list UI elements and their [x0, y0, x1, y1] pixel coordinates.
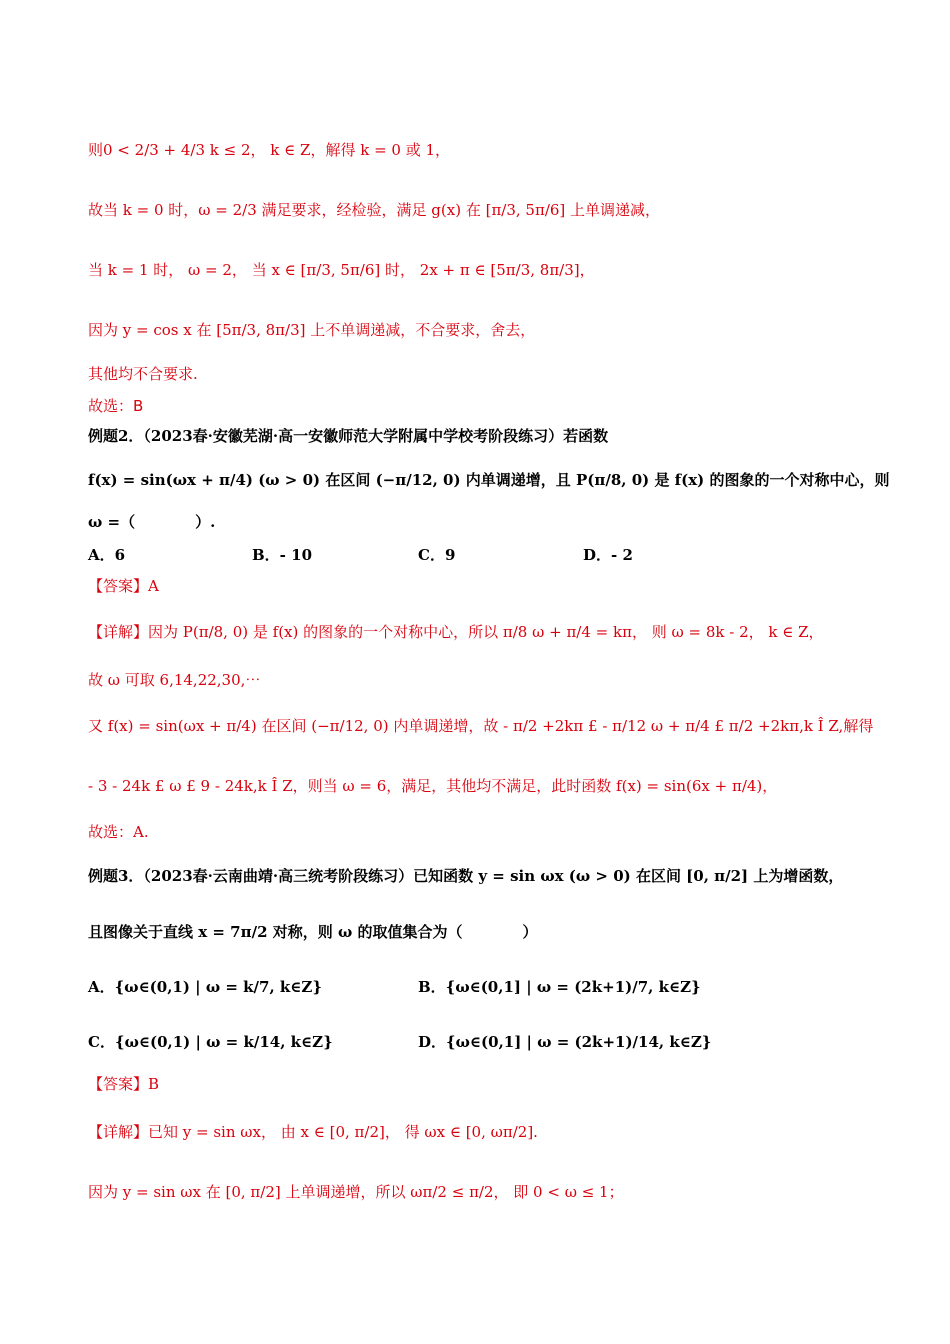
example-2-detail-line-1: 【详解】因为 P(π/8, 0) 是 f(x) 的图象的一个对称中心，所以 π/8 ω + π/4 = kπ， 则 ω = 8k - 2， k ∈ Z， — [88, 623, 824, 641]
example-2-option-b: B．- 10 — [252, 546, 313, 564]
prev-solution-line-5: 其他均不合要求. — [88, 365, 198, 383]
example-2-choose-answer: 故选：A. — [88, 823, 149, 841]
prev-solution-line-4: 因为 y = cos x 在 [5π/3, 8π/3] 上不单调递减，不合要求，舍去， — [88, 321, 536, 339]
example-2-detail-line-3: 又 f(x) = sin(ωx + π/4) 在区间 (−π/12, 0) 内单调递增，故 - π/2 +2kπ £ - π/12 ω + π/4 £ π/2 +2kπ,k Î Z,解得 — [88, 717, 874, 735]
example-2-option-d: D．- 2 — [583, 546, 633, 564]
example-2-answer: 【答案】A — [88, 577, 159, 595]
example-2-title: 例题2．（2023春·安徽芜湖·高一安徽师范大学附属中学校考阶段练习）若函数 — [88, 427, 609, 445]
example-3-stem: 且图像关于直线 x = 7π/2 对称，则 ω 的取值集合为（ ） — [88, 923, 538, 941]
prev-solution-line-3: 当 k = 1 时， ω = 2， 当 x ∈ [π/3, 5π/6] 时， 2x + π ∈ [5π/3, 8π/3]， — [88, 261, 595, 279]
example-2-detail-line-2: 故 ω 可取 6,14,22,30,⋯ — [88, 671, 261, 689]
example-3-detail-line-2: 因为 y = sin ωx 在 [0, π/2] 上单调递增，所以 ωπ/2 ≤ π/2， 即 0 < ω ≤ 1； — [88, 1183, 624, 1201]
example-3-detail-line-1: 【详解】已知 y = sin ωx， 由 x ∈ [0, π/2]， 得 ωx ∈ [0, ωπ/2]. — [88, 1123, 538, 1141]
prev-choose-answer: 故选：B — [88, 397, 144, 415]
example-2-stem-line-2: ω =（ ）. — [88, 513, 216, 531]
example-3-title: 例题3．（2023春·云南曲靖·高三统考阶段练习）已知函数 y = sin ωx (ω > 0) 在区间 [0, π/2] 上为增函数， — [88, 867, 844, 885]
example-3-option-c: C．{ω∈(0,1) | ω = k/14, k∈Z} — [88, 1033, 333, 1051]
example-2-stem-line-1: f(x) = sin(ωx + π/4) (ω > 0) 在区间 (−π/12, 0) 内单调递增，且 P(π/8, 0) 是 f(x) 的图象的一个对称中心，则 — [88, 471, 890, 489]
example-3-option-b: B．{ω∈(0,1] | ω = (2k+1)/7, k∈Z} — [418, 978, 701, 996]
example-3-option-a: A．{ω∈(0,1) | ω = k/7, k∈Z} — [88, 978, 323, 996]
example-3-option-d: D．{ω∈(0,1] | ω = (2k+1)/14, k∈Z} — [418, 1033, 712, 1051]
example-2-detail-line-4: - 3 - 24k £ ω £ 9 - 24k,k Î Z，则当 ω = 6，满足，其他均不满足，此时函数 f(x) = sin(6x + π/4)， — [88, 777, 778, 795]
example-2-option-c: C．9 — [418, 546, 456, 564]
prev-solution-line-1: 则0 < 2/3 + 4/3 k ≤ 2， k ∈ Z，解得 k = 0 或 1， — [88, 141, 451, 159]
example-3-answer: 【答案】B — [88, 1075, 160, 1093]
prev-solution-line-2: 故当 k = 0 时，ω = 2/3 满足要求，经检验，满足 g(x) 在 [π/3, 5π/6] 上单调递减， — [88, 201, 661, 219]
example-2-option-a: A．6 — [88, 546, 126, 564]
